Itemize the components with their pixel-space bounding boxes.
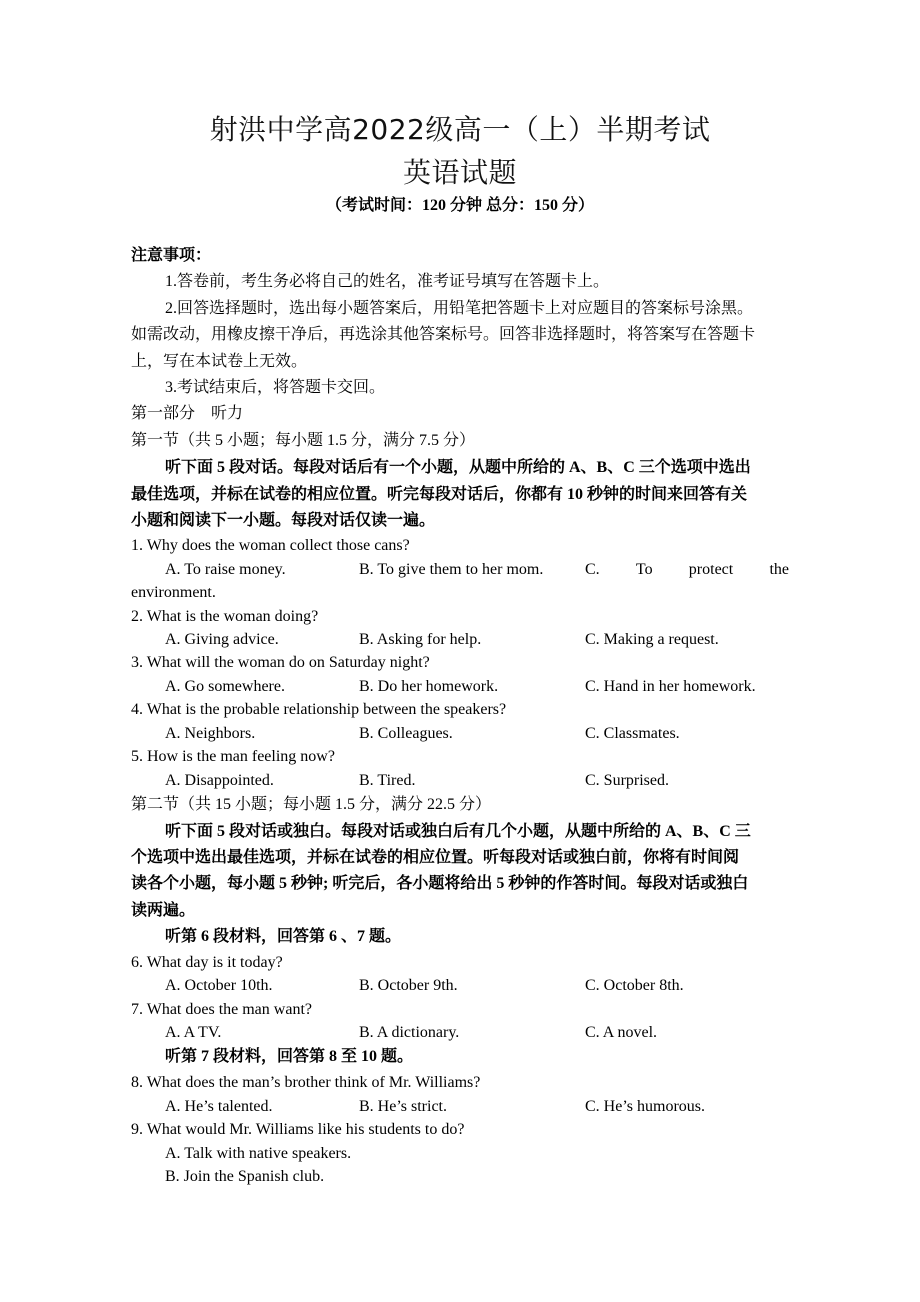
- note-item-3: 3.考试结束后，将答题卡交回。: [165, 379, 386, 396]
- question-6-option-b: B. October 9th.: [359, 977, 458, 994]
- exam-info: （考试时间：120 分钟 总分：150 分）: [325, 197, 594, 214]
- question-2-stem: 2. What is the woman doing?: [131, 608, 319, 625]
- question-1-stem: 1. Why does the woman collect those cans?: [131, 537, 410, 554]
- note-item-2-cont: 如需改动，用橡皮擦干净后，再选涂其他答案标号。回答非选择题时，将答案写在答题卡: [131, 326, 756, 343]
- question-7-option-c: C. A novel.: [585, 1024, 658, 1041]
- question-4-option-b: B. Colleagues.: [359, 725, 453, 742]
- section1-instruction-1: 听下面 5 段对话。每段对话后有一个小题，从题中所给的 A、B、C 三个选项中选出: [165, 459, 751, 476]
- exam-title: 射洪中学高2022级高一（上）半期考试: [209, 113, 711, 146]
- note-item-2-cont2: 上，写在本试卷上无效。: [131, 353, 308, 370]
- question-4-option-a: A. Neighbors.: [165, 725, 256, 742]
- question-1-option-c: [585, 559, 789, 581]
- question-4-stem: 4. What is the probable relationship between the speakers?: [131, 701, 507, 718]
- section2-instruction-3: 读各个小题，每小题 5 秒钟; 听完后，各小题将给出 5 秒钟的作答时间。每段对话或独白: [131, 875, 749, 892]
- question-5-option-b: B. Tired.: [359, 772, 416, 789]
- question-1-option-c-wrap: environment.: [131, 584, 216, 601]
- question-9-option-b: B. Join the Spanish club.: [165, 1168, 325, 1185]
- question-6-stem: 6. What day is it today?: [131, 954, 283, 971]
- section1-instruction-2: 最佳选项，并标在试卷的相应位置。听完每段对话后，你都有 10 秒钟的时间来回答有关: [131, 486, 748, 503]
- question-9-stem: 9. What would Mr. Williams like his students to do?: [131, 1121, 465, 1138]
- question-3-option-c: C. Hand in her homework.: [585, 678, 756, 695]
- question-3-stem: 3. What will the woman do on Saturday night?: [131, 654, 430, 671]
- question-9-option-a: A. Talk with native speakers.: [165, 1145, 352, 1162]
- note-item-1: 1.答卷前，考生务必将自己的姓名，准考证号填写在答题卡上。: [165, 273, 610, 290]
- question-5-stem: 5. How is the man feeling now?: [131, 748, 335, 765]
- question-7-stem: 7. What does the man want?: [131, 1001, 312, 1018]
- question-7-option-b: B. A dictionary.: [359, 1024, 460, 1041]
- section1-instruction-3: 小题和阅读下一小题。每段对话仅读一遍。: [131, 512, 436, 529]
- option-c-word: C.: [585, 561, 600, 578]
- section2-instruction-2: 个选项中选出最佳选项，并标在试卷的相应位置。听每段对话或独白前，你将有时间阅: [131, 849, 740, 866]
- question-1-option-b: B. To give them to her mom.: [359, 561, 544, 578]
- question-5-option-a: A. Disappointed.: [165, 772, 274, 789]
- question-8-option-a: A. He’s talented.: [165, 1098, 273, 1115]
- option-c-word: To: [635, 561, 653, 578]
- question-3-option-a: A. Go somewhere.: [165, 678, 285, 695]
- question-2-option-a: A. Giving advice.: [165, 631, 279, 648]
- section2-instruction-4: 读两遍。: [131, 902, 196, 919]
- section2-instruction-1: 听下面 5 段对话或独白。每段对话或独白后有几个小题，从题中所给的 A、B、C 三: [165, 823, 751, 840]
- question-2-option-c: C. Making a request.: [585, 631, 719, 648]
- option-c-word: protect: [688, 561, 734, 578]
- material-6-note: 听第 6 段材料，回答第 6 、7 题。: [165, 928, 402, 945]
- section1-heading: 第一节（共 5 小题；每小题 1.5 分，满分 7.5 分）: [131, 432, 476, 449]
- question-5-option-c: C. Surprised.: [585, 772, 669, 789]
- question-8-stem: 8. What does the man’s brother think of Mr. Williams?: [131, 1074, 481, 1091]
- question-2-option-b: B. Asking for help.: [359, 631, 482, 648]
- question-6-option-a: A. October 10th.: [165, 977, 273, 994]
- material-7-note: 听第 7 段材料，回答第 8 至 10 题。: [165, 1048, 414, 1065]
- question-1-option-a: A. To raise money.: [165, 561, 286, 578]
- notes-heading: 注意事项：: [131, 247, 212, 264]
- question-6-option-c: C. October 8th.: [585, 977, 684, 994]
- part1-heading: 第一部分 听力: [131, 405, 244, 422]
- question-8-option-c: C. He’s humorous.: [585, 1098, 705, 1115]
- option-c-word: the: [769, 561, 789, 578]
- note-item-2: 2.回答选择题时，选出每小题答案后，用铅笔把答题卡上对应题目的答案标号涂黑。: [165, 300, 754, 317]
- question-3-option-b: B. Do her homework.: [359, 678, 499, 695]
- exam-subject: 英语试题: [402, 156, 517, 189]
- section2-heading: 第二节（共 15 小题；每小题 1.5 分，满分 22.5 分）: [131, 796, 492, 813]
- question-4-option-c: C. Classmates.: [585, 725, 680, 742]
- question-7-option-a: A. A TV.: [165, 1024, 222, 1041]
- question-8-option-b: B. He’s strict.: [359, 1098, 447, 1115]
